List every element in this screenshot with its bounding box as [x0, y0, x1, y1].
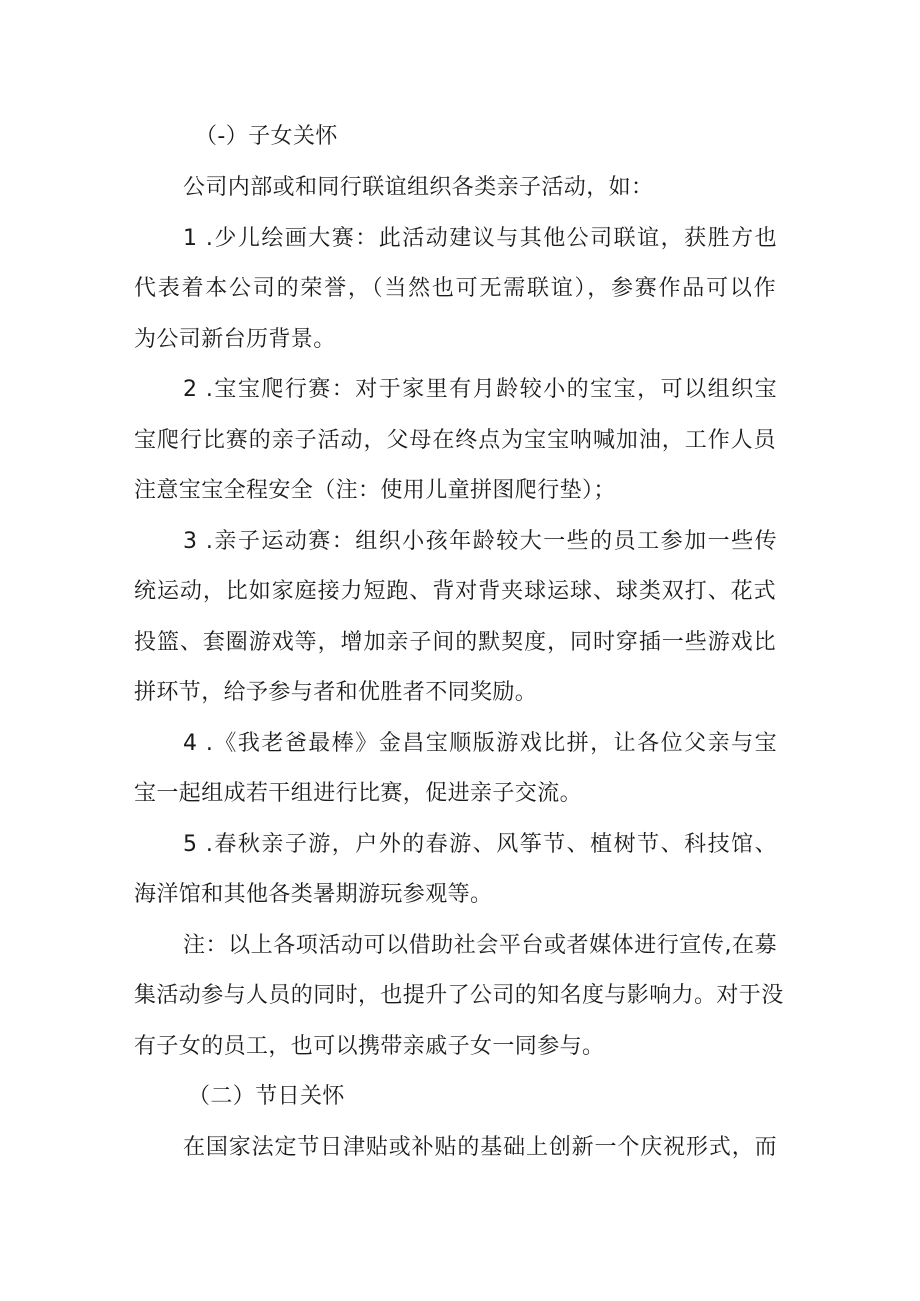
item3-line3: 投篮、套圈游戏等，增加亲子间的默契度，同时穿插一些游戏比: [134, 630, 776, 655]
item3-line4: 拼环节，给予参与者和优胜者不同奖励。: [134, 680, 538, 705]
note-line3: 有子女的员工，也可以携带亲戚子女一同参与。: [134, 1034, 605, 1059]
item1-line3: 为公司新台历背景。: [134, 327, 336, 352]
section-heading-holiday-care: （二）节日关怀: [188, 1084, 345, 1109]
item2-line3: 注意宝宝全程安全（注：使用儿童拼图爬行垫）；: [134, 478, 616, 503]
note-line2: 集活动参与人员的同时，也提升了公司的知名度与影响力。对于没: [134, 983, 784, 1008]
section2-line1: 在国家法定节日津贴或补贴的基础上创新一个庆祝形式，而: [183, 1135, 777, 1160]
item5-line2: 海洋馆和其他各类暑期游玩参观等。: [134, 882, 493, 907]
item2-line2: 宝爬行比赛的亲子活动，父母在终点为宝宝呐喊加油，工作人员: [134, 428, 776, 453]
section-heading-children-care: （-）子女关怀: [195, 124, 338, 149]
intro-paragraph: 公司内部或和同行联谊组织各类亲子活动，如：: [183, 175, 654, 200]
item3-line2: 统运动，比如家庭接力短跑、背对背夹球运球、球类双打、花式: [134, 579, 776, 604]
item1-line1: 1 .少儿绘画大赛：此活动建议与其他公司联谊，获胜方也: [183, 226, 777, 251]
item1-line2: 代表着本公司的荣誉，（当然也可无需联谊），参赛作品可以作: [134, 276, 776, 301]
note-line1: 注：以上各项活动可以借助社会平台或者媒体进行宣传,在募: [183, 933, 777, 958]
item2-line1: 2 .宝宝爬行赛：对于家里有月龄较小的宝宝，可以组织宝: [183, 377, 777, 402]
item3-line1: 3 .亲子运动赛：组织小孩年龄较大一些的员工参加一些传: [183, 529, 777, 554]
item4-line2: 宝一起组成若干组进行比赛，促进亲子交流。: [134, 781, 583, 806]
item4-line1: 4 .《我老爸最棒》金昌宝顺版游戏比拼，让各位父亲与宝: [183, 731, 777, 756]
item5-line1: 5 .春秋亲子游，户外的春游、风筝节、植树节、科技馆、: [183, 832, 777, 857]
